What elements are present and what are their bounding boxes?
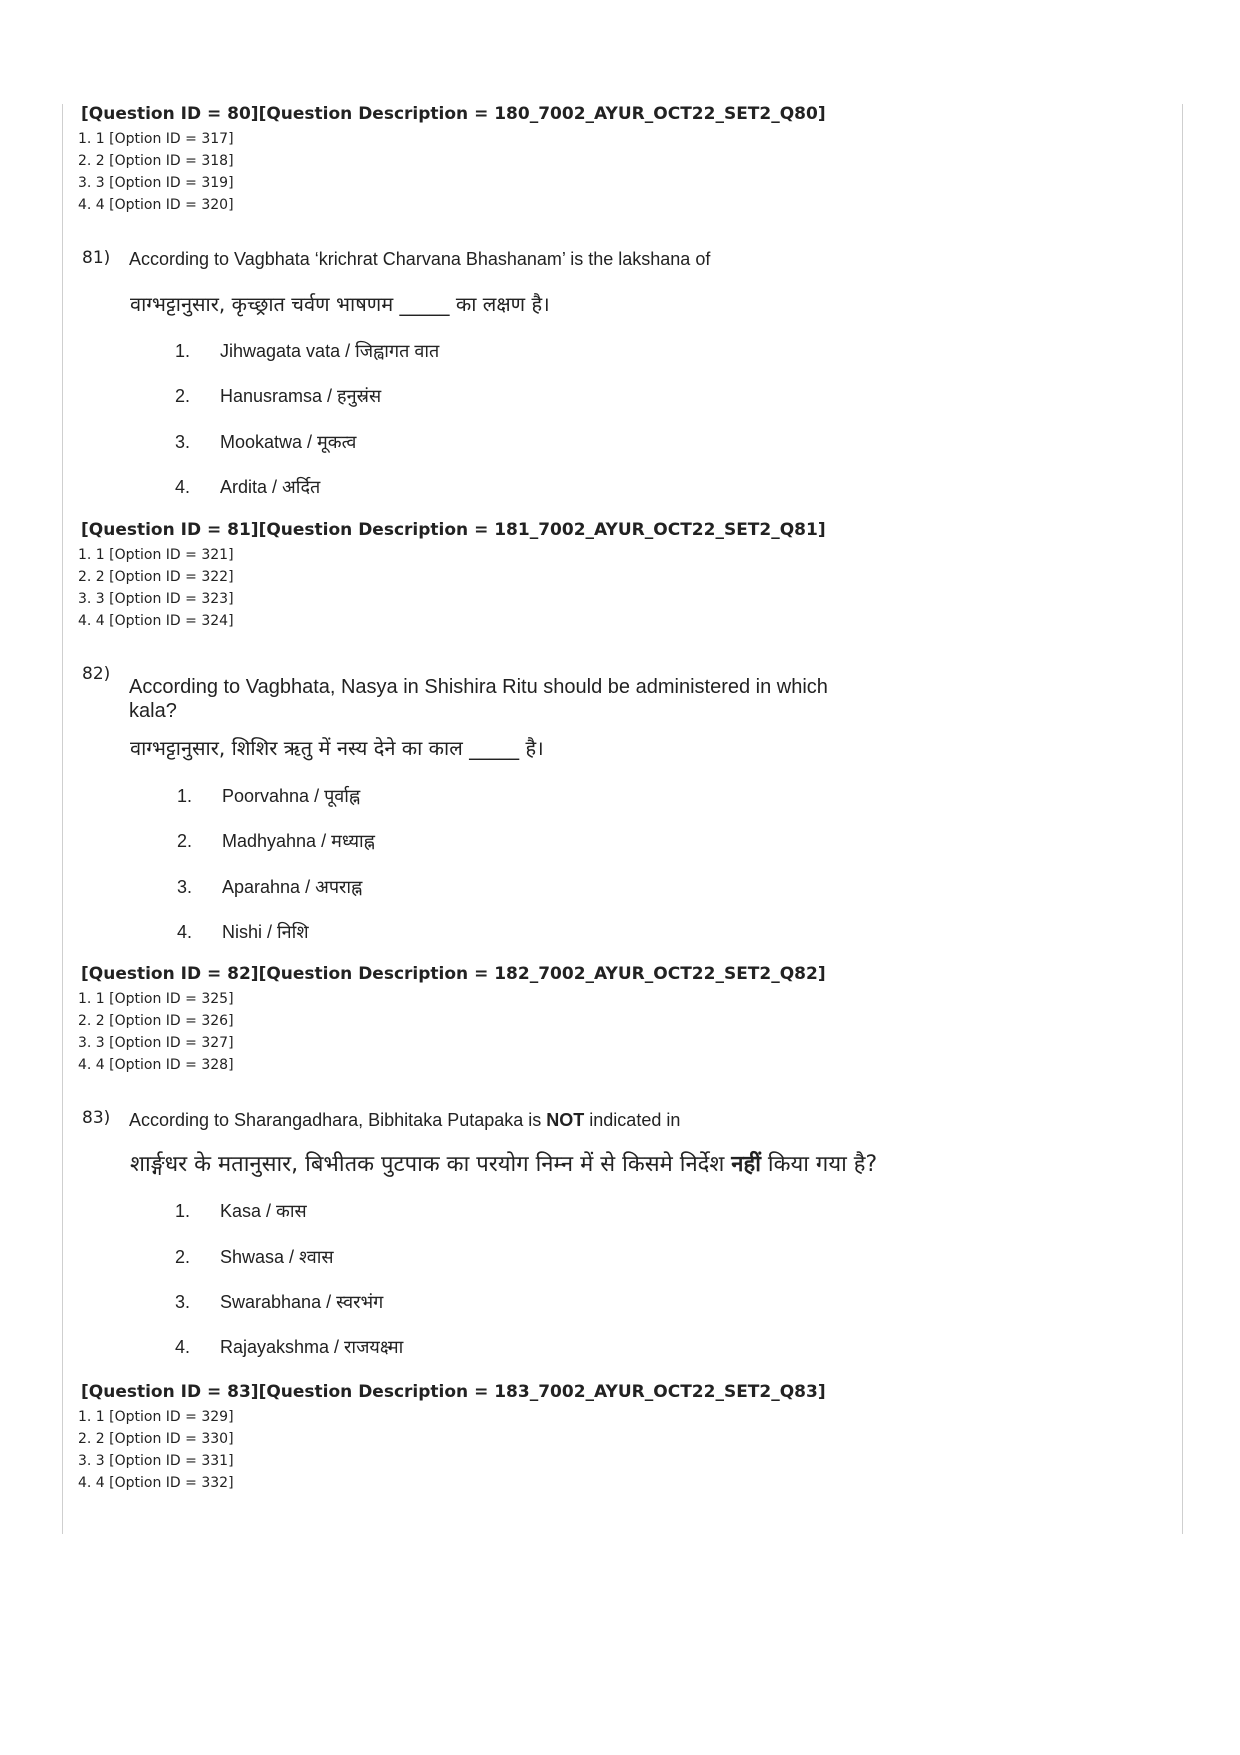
option-meta-line: 4. 4 [Option ID = 320]	[78, 197, 234, 213]
question-meta-header: [Question ID = 81][Question Description = 181_7002_AYUR_OCT22_SET2_Q81]	[81, 520, 826, 540]
option-number: 2.	[177, 831, 193, 851]
question-number: 83)	[82, 1108, 111, 1128]
option-text: Jihwagata vata / जिह्वागत वात	[220, 341, 440, 361]
question-text-part: शार्ङ्गधर के मतानुसार, बिभीतक पुटपाक का परयोग निम्न में से किसमे निर्देश	[130, 1152, 732, 1177]
option-text: Swarabhana / स्वरभंग	[220, 1292, 384, 1312]
option-meta-line: 3. 3 [Option ID = 323]	[78, 591, 234, 607]
option-text: Shwasa / श्वास	[220, 1247, 334, 1267]
question-text-english: According to Vagbhata, Nasya in Shishira Ritu should be administered in which	[129, 676, 828, 698]
question-text-hindi: वाग्भट्टानुसार, शिशिर ऋतु में नस्य देने का काल _____ है।	[130, 736, 544, 760]
option-meta-line: 4. 4 [Option ID = 332]	[78, 1475, 234, 1491]
question-number: 82)	[82, 664, 111, 684]
option-number: 1.	[177, 786, 193, 806]
negation-emphasis: NOT	[546, 1110, 585, 1130]
question-text-english	[129, 1110, 680, 1131]
negation-emphasis-hindi: नहीं	[731, 1152, 761, 1177]
question-meta-header: [Question ID = 82][Question Description = 182_7002_AYUR_OCT22_SET2_Q82]	[81, 964, 826, 984]
option-text: Poorvahna / पूर्वाह्न	[222, 786, 361, 806]
option-number: 3.	[175, 1292, 191, 1312]
question-meta-header: [Question ID = 83][Question Description = 183_7002_AYUR_OCT22_SET2_Q83]	[81, 1382, 826, 1402]
question-text-english: According to Vagbhata ‘krichrat Charvana Bhashanam’ is the lakshana of	[129, 249, 711, 269]
option-text: Kasa / कास	[220, 1201, 307, 1221]
question-text-english-cont: kala?	[129, 700, 177, 722]
left-margin-rule	[62, 104, 63, 1534]
option-number: 4.	[175, 1337, 191, 1357]
question-text-hindi	[130, 1148, 877, 1178]
option-number: 4.	[175, 477, 191, 497]
question-text-part: According to Sharangadhara, Bibhitaka Putapaka is	[129, 1110, 547, 1130]
option-text: Nishi / निशि	[222, 922, 309, 942]
option-number: 2.	[175, 386, 191, 406]
option-meta-line: 1. 1 [Option ID = 321]	[78, 547, 234, 563]
option-text: Rajayakshma / राजयक्ष्मा	[220, 1337, 404, 1357]
option-text: Mookatwa / मूकत्व	[220, 432, 357, 452]
option-number: 3.	[175, 432, 191, 452]
option-text: Madhyahna / मध्याह्न	[222, 831, 375, 851]
option-number: 2.	[175, 1247, 191, 1267]
option-text: Ardita / अर्दित	[220, 477, 321, 497]
option-number: 1.	[175, 341, 191, 361]
question-text-part: किया गया है?	[760, 1152, 878, 1177]
option-number: 1.	[175, 1201, 191, 1221]
question-text-hindi: वाग्भट्टानुसार, कृच्छ्रात चर्वण भाषणम _____ का लक्षण है।	[130, 292, 550, 316]
question-number: 81)	[82, 248, 111, 268]
option-meta-line: 1. 1 [Option ID = 329]	[78, 1409, 234, 1425]
option-meta-line: 3. 3 [Option ID = 327]	[78, 1035, 234, 1051]
right-margin-rule	[1182, 104, 1183, 1534]
option-meta-line: 3. 3 [Option ID = 331]	[78, 1453, 234, 1469]
option-meta-line: 4. 4 [Option ID = 324]	[78, 613, 234, 629]
option-meta-line: 2. 2 [Option ID = 326]	[78, 1013, 234, 1029]
option-meta-line: 3. 3 [Option ID = 319]	[78, 175, 234, 191]
option-meta-line: 1. 1 [Option ID = 325]	[78, 991, 234, 1007]
option-meta-line: 2. 2 [Option ID = 322]	[78, 569, 234, 585]
option-text: Aparahna / अपराह्न	[222, 877, 363, 897]
question-text-part: indicated in	[584, 1110, 681, 1130]
option-meta-line: 2. 2 [Option ID = 318]	[78, 153, 234, 169]
option-number: 4.	[177, 922, 193, 942]
option-text: Hanusramsa / हनुस्रंस	[220, 386, 382, 406]
option-meta-line: 1. 1 [Option ID = 317]	[78, 131, 234, 147]
option-meta-line: 4. 4 [Option ID = 328]	[78, 1057, 234, 1073]
option-number: 3.	[177, 877, 193, 897]
question-meta-header: [Question ID = 80][Question Description = 180_7002_AYUR_OCT22_SET2_Q80]	[81, 104, 826, 124]
option-meta-line: 2. 2 [Option ID = 330]	[78, 1431, 234, 1447]
